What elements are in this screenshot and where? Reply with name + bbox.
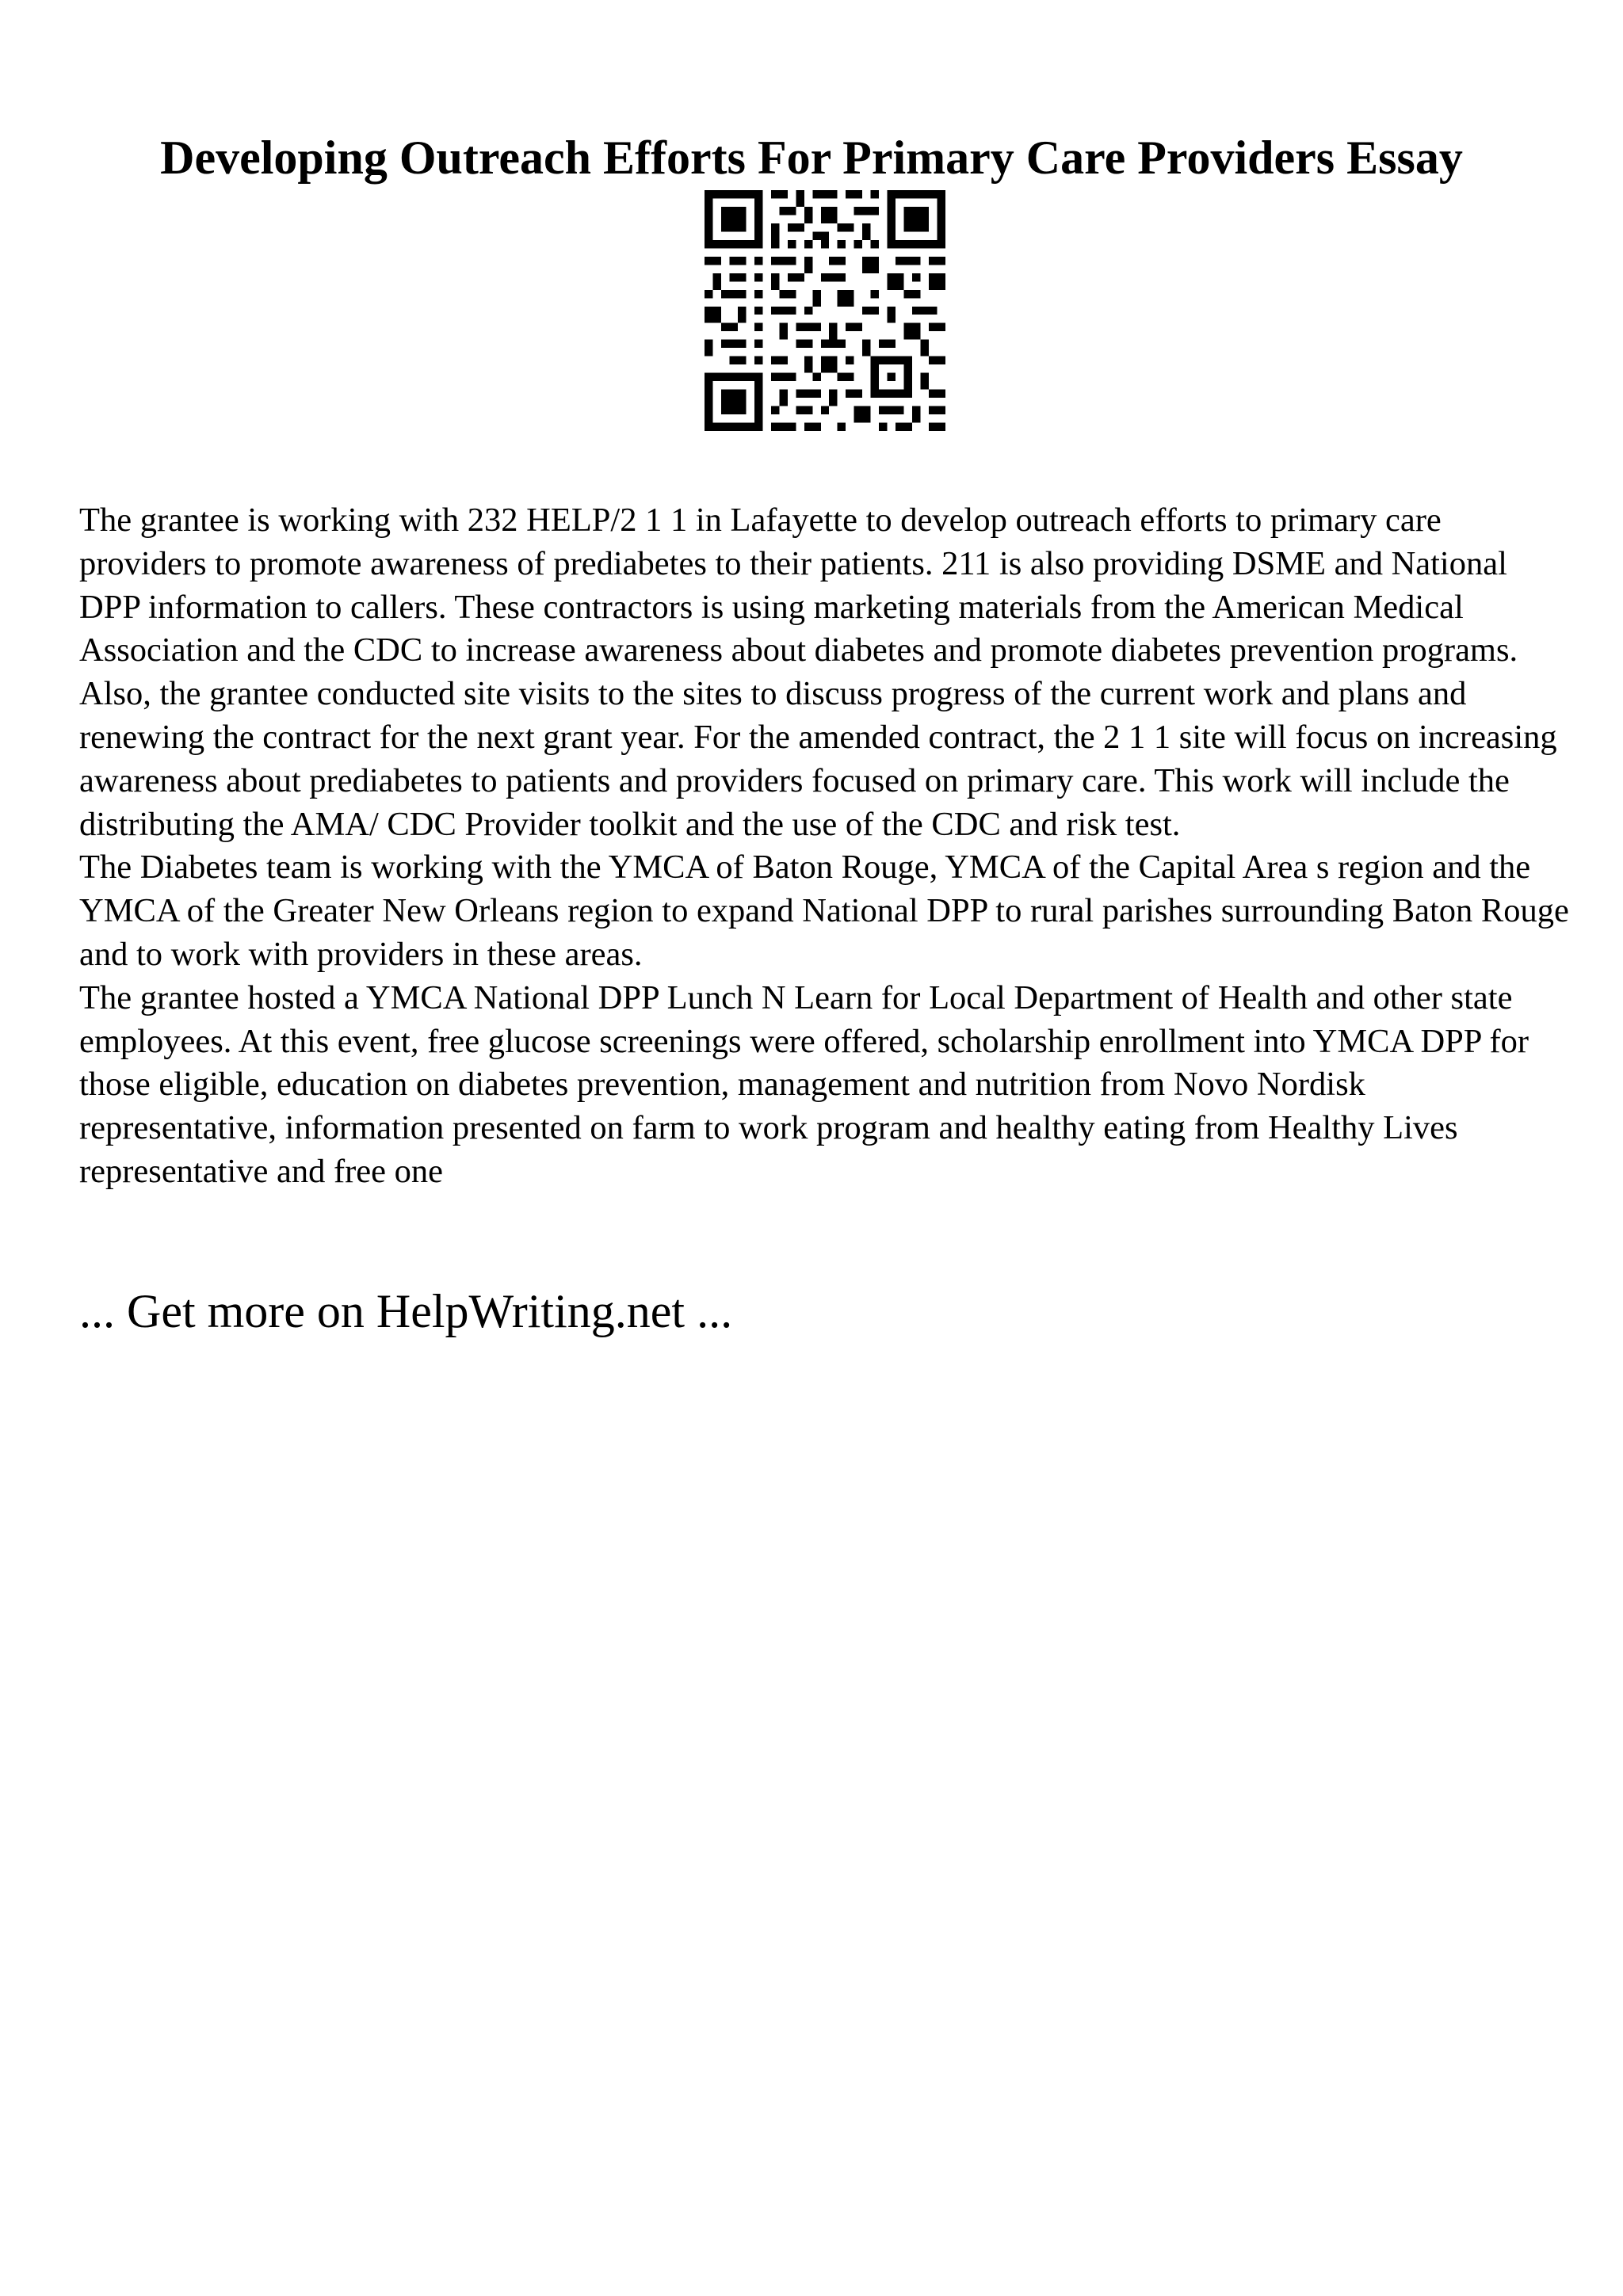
- page-title: Developing Outreach Efforts For Primary Care Providers Essay: [160, 132, 1463, 185]
- essay-body: [79, 499, 1569, 1194]
- body-paragraph: The grantee hosted a YMCA National DPP Lunch N Learn for Local Department of Health and other state employees. At this event, free glucose screenings were offered, scholarship enrollment into YMCA DPP for those eligible, education on diabetes prevention, management and nutrition from Novo Nordisk representative, information presented on farm to work program and healthy eating from Healthy Lives representative and free one: [79, 978, 1529, 1190]
- body-paragraph: The grantee is working with 232 HELP/2 1 1 in Lafayette to develop outreach efforts to primary care providers to promote awareness of prediabetes to their patients. 211 is also providing DSME and National DPP information to callers. These contractors is using marketing materials from the American Medical Association and the CDC to increase awareness about diabetes and promote diabetes prevention programs. Also, the grantee conducted site visits to the sites to discuss progress of the current work and plans and renewing the contract for the next grant year. For the amended contract, the 2 1 1 site will focus on increasing awareness about prediabetes to patients and providers focused on primary care. This work will include the distributing the AMA/ CDC Provider toolkit and the use of the CDC and risk test.: [79, 502, 1557, 843]
- get-more-link[interactable]: ... Get more on HelpWriting.net ...: [79, 1285, 733, 1337]
- body-paragraph: The Diabetes team is working with the YMCA of Baton Rouge, YMCA of the Capital Area s region and the YMCA of the Greater New Orleans region to expand National DPP to rural parishes surrounding Baton Rouge and to work with providers in these areas.: [79, 849, 1569, 973]
- qr-code-icon: [705, 190, 945, 431]
